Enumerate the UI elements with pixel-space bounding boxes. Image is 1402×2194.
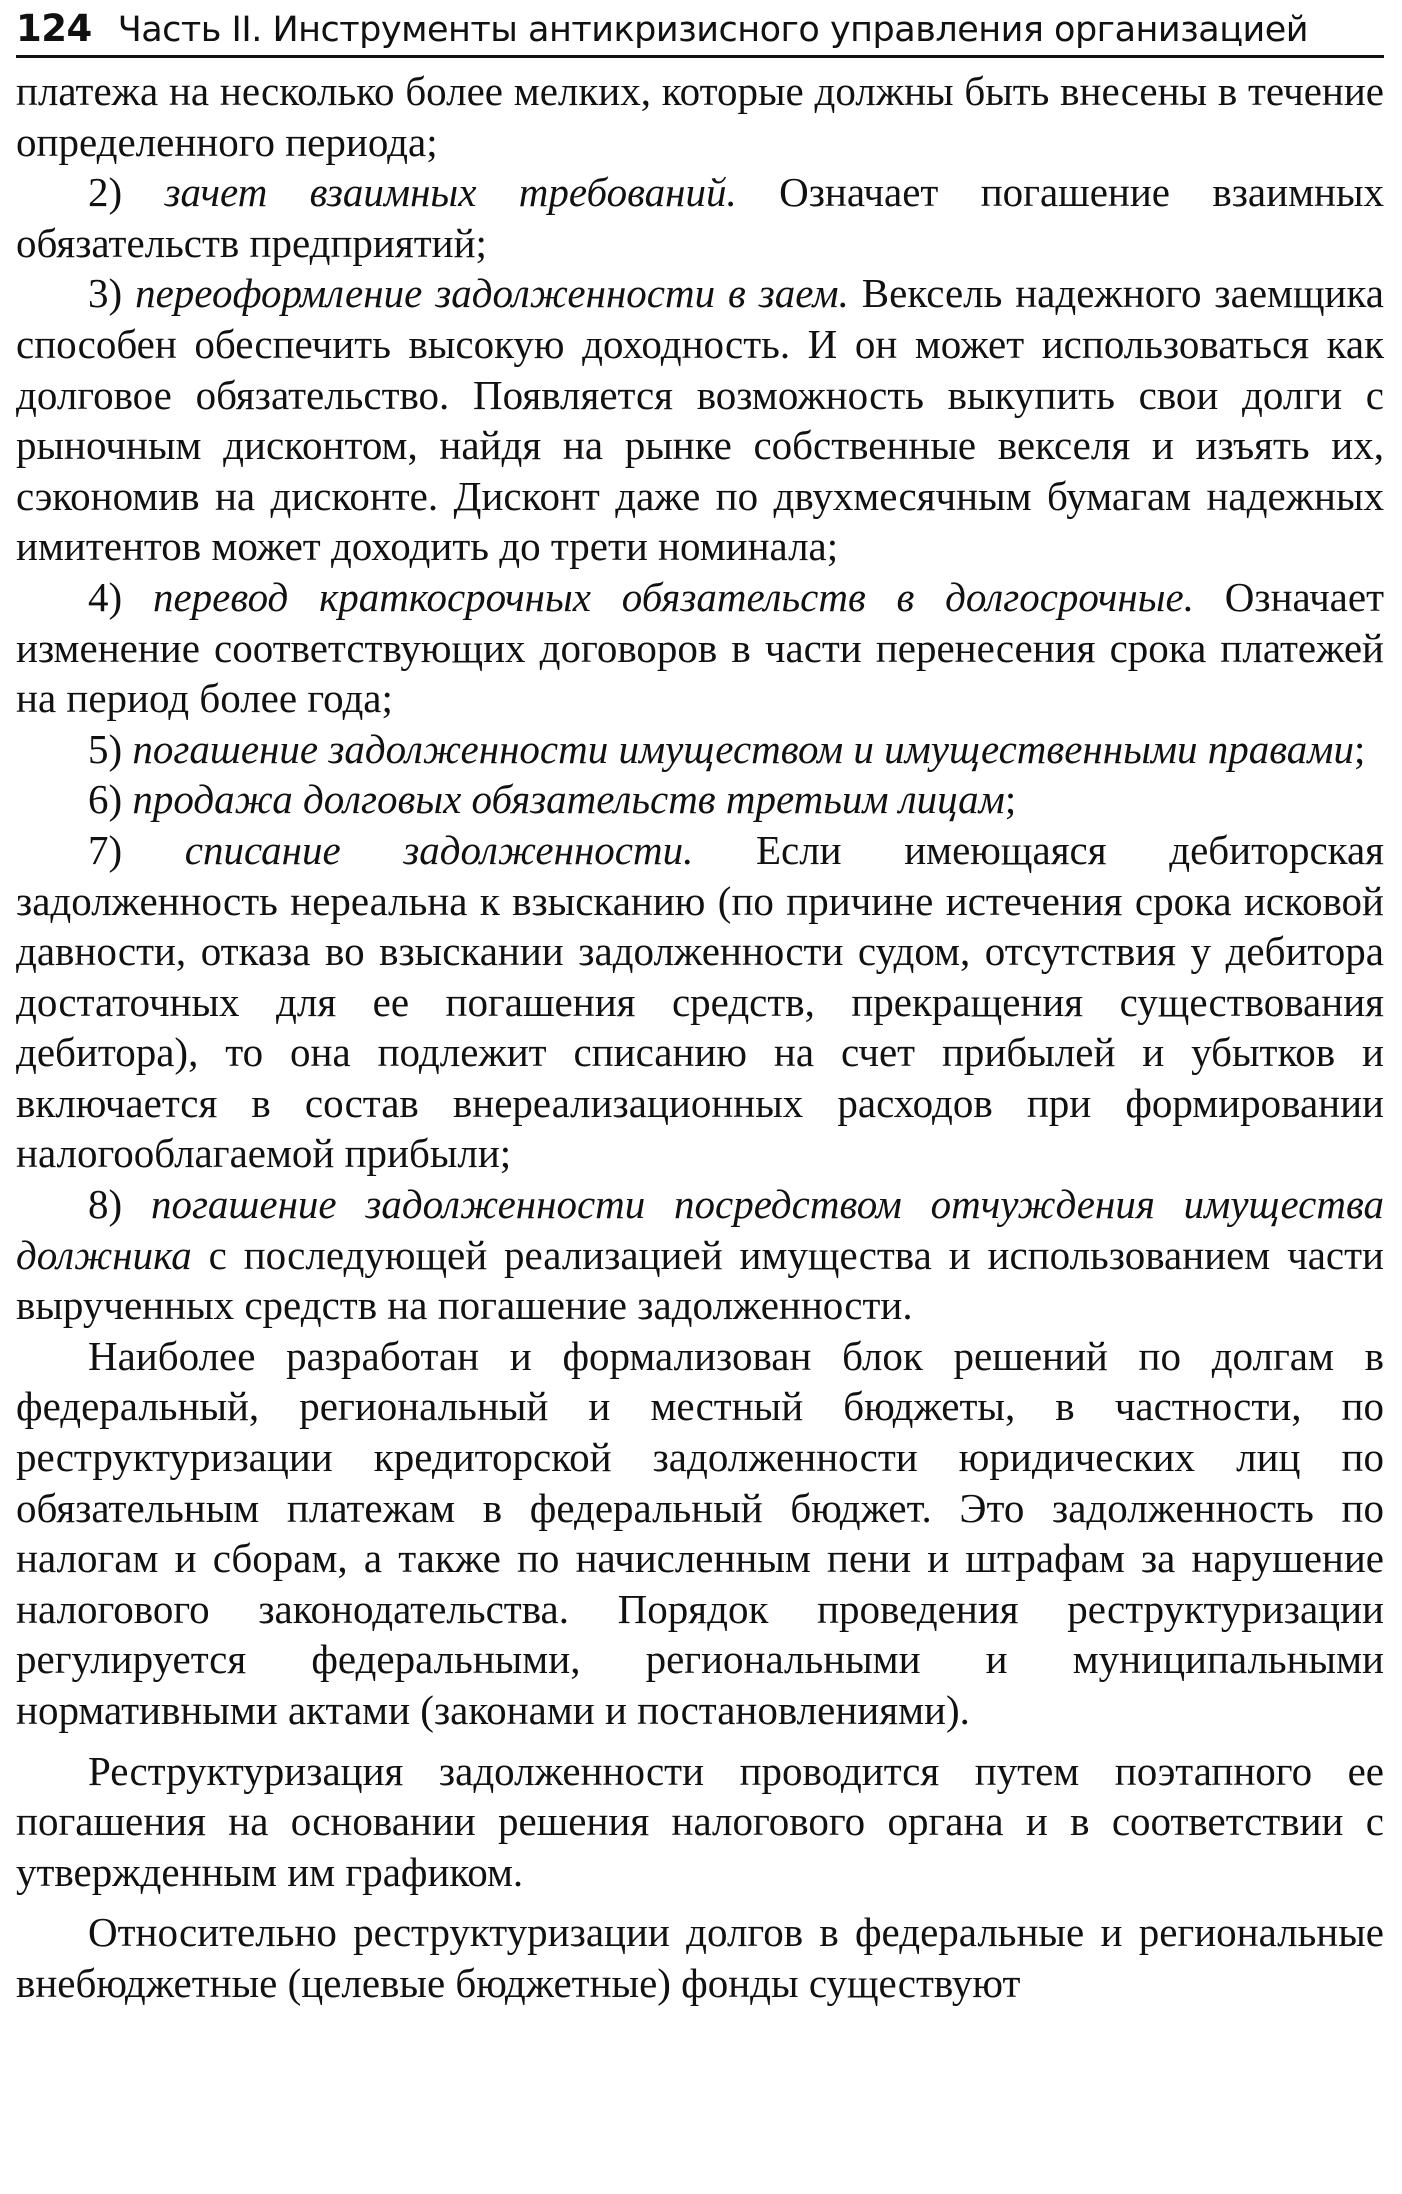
paragraph-text: Относительно реструктуризации долгов в федеральные и региональные внебюджетные (целевые бюджетные) фонды существуют xyxy=(16,1909,1384,2006)
list-item-term: списание задолженности. xyxy=(184,826,694,873)
list-item-term: продажа долговых обязательств третьим лицам xyxy=(132,776,1005,823)
paragraph-extrabudgetary-funds xyxy=(16,1907,1384,2008)
paragraph-restructuring xyxy=(16,1746,1384,1898)
paragraph-budget-debts xyxy=(16,1331,1384,1736)
list-item-text: Означает погашение взаимных обязательств предприятий; xyxy=(16,169,1385,266)
body-text xyxy=(16,66,1384,2009)
paragraph-text: платежа на несколько более мелких, которые должны быть внесены в течение определенного периода; xyxy=(16,68,1384,165)
list-item-8 xyxy=(16,1179,1384,1331)
list-item-number: 5) xyxy=(88,725,133,772)
list-item-number: 6) xyxy=(88,776,133,823)
running-title: Часть II. Инструменты антикризисного управления организацией xyxy=(117,10,1309,50)
list-item-number: 7) xyxy=(88,826,185,873)
list-item-number: 4) xyxy=(88,573,153,620)
page-number: 124 xyxy=(16,7,92,50)
list-item-text: ; xyxy=(1004,776,1017,823)
list-item-text: Вексель надежного заемщика способен обеспечить высокую доходность. И он может использоваться как долговое обязательство. Появляется возможность выкупить свои долги с рыночным дисконтом, найдя на рынке собственные векселя и изъять их, сэкономив на дисконте. Дисконт даже по двухмесячным бумагам надежных имитентов может доходить до трети номинала; xyxy=(16,270,1384,570)
list-item-term: погашение задолженности посредством отчуждения имущества должника xyxy=(16,1181,1384,1278)
list-item-4 xyxy=(16,572,1384,724)
list-item-7 xyxy=(16,825,1384,1179)
list-item-term: перевод краткосрочных обязательств в долгосрочные. xyxy=(152,573,1194,620)
list-item-text: ; xyxy=(1353,725,1366,772)
list-item-3 xyxy=(16,268,1384,572)
running-head xyxy=(16,6,1384,58)
paragraph-text: Наиболее разработан и формализован блок решений по долгам в федеральный, региональный и местный бюджеты, в частности, по реструктуризации кредиторской задолженности юридических лиц по обязательным платежам в федеральный бюджет. Это задолженность по налогам и сборам, а также по начисленным пени и штрафам за нарушение налогового законодательства. Порядок проведения реструктуризации регулируется федеральными, региональными и муниципальными нормативными актами (законами и постановлениями). xyxy=(16,1332,1384,1733)
list-item-text: с последующей реализацией имущества и использованием части вырученных средств на погашение задолженности. xyxy=(16,1231,1384,1329)
paragraph-text: Реструктуризация задолженности проводится путем поэтапного ее погашения на основании решения налогового органа и в соответствии с утвержденным им графиком. xyxy=(16,1747,1384,1895)
list-item-6 xyxy=(16,774,1384,825)
list-item-number: 8) xyxy=(88,1181,151,1228)
list-item-term: зачет взаимных требований. xyxy=(164,169,737,216)
list-item-2 xyxy=(16,167,1384,268)
list-item-number: 3) xyxy=(88,270,136,317)
list-item-5 xyxy=(16,724,1384,775)
list-item-term: переоформление задолженности в заем. xyxy=(135,270,849,317)
list-item-term: погашение задолженности имуществом и имущественными правами xyxy=(132,725,1354,772)
list-item-text: Если имеющаяся дебиторская задолженность нереальна к взысканию (по причине истечения срока исковой давности, отказа во взыскании задолженности судом, отсутствия у дебитора достаточных для ее погашения средств, прекращения существования дебитора), то она подлежит списанию на счет прибылей и убытков и включается в состав внереализационных расходов при формировании налогооблагаемой прибыли; xyxy=(16,826,1385,1177)
list-item-text: Означает изменение соответствующих договоров в части перенесения срока платежей на период более года; xyxy=(16,573,1384,722)
paragraph-continuation xyxy=(16,66,1384,167)
list-item-number: 2) xyxy=(88,169,165,216)
